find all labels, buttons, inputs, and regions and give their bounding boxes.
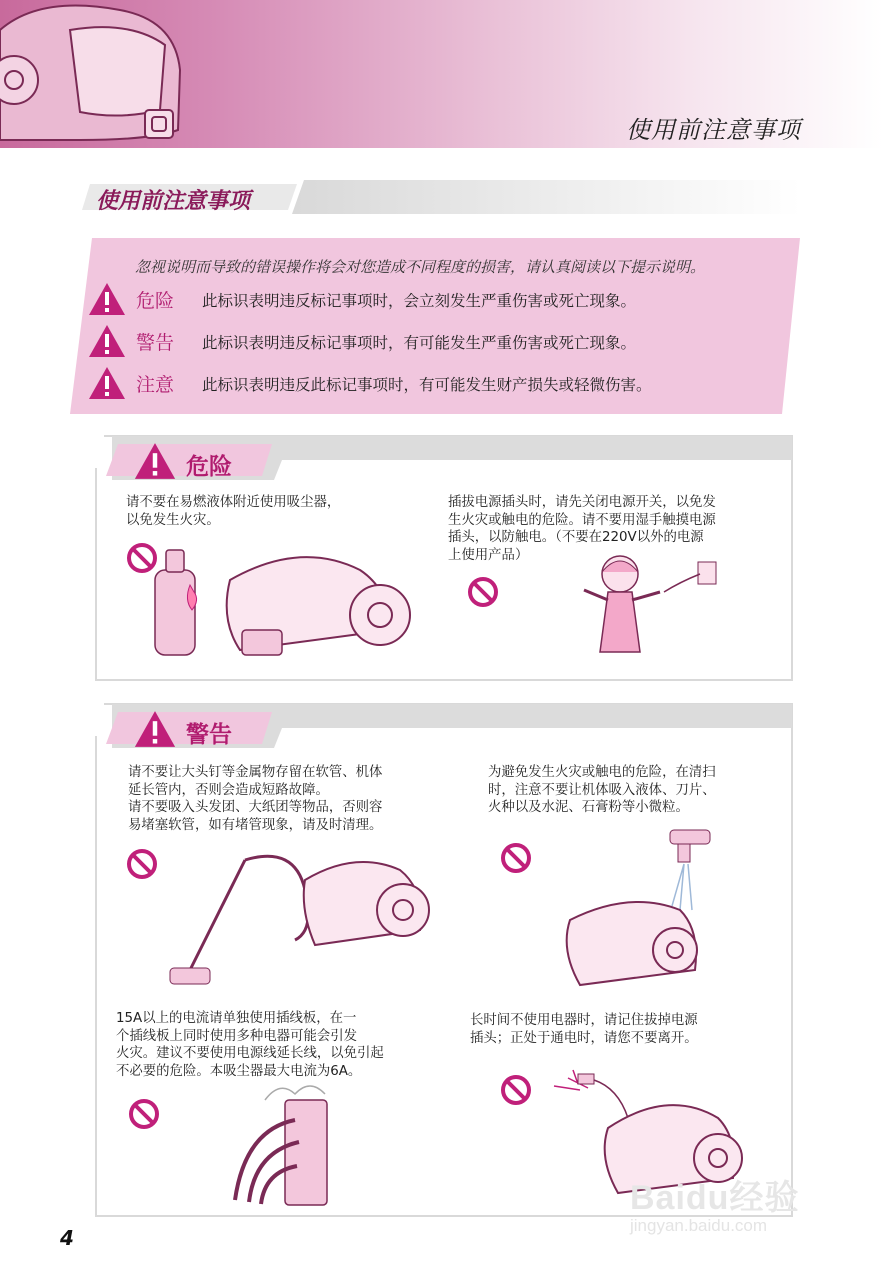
legend-desc: 此标识表明违反标记事项时，有可能发生严重伤害或死亡现象。: [202, 334, 637, 352]
warning-triangle-icon: [88, 282, 126, 316]
prohibited-icon: [467, 576, 499, 608]
text-line: 不必要的危险。本吸尘器最大电流为6A。: [116, 1063, 362, 1079]
text-line: 火灾。建议不要使用电源线延长线，以免引起: [116, 1046, 384, 1061]
text-line: 插头，以防触电。（不要在220V以外的电源: [448, 530, 704, 545]
vacuum-illustration-icon: [0, 0, 200, 148]
text-line: 易堵塞软管，如有堵管现象，请及时清理。: [128, 817, 383, 833]
danger-title: 危险: [186, 454, 232, 480]
warning-triangle-icon: [133, 442, 177, 480]
text-line: 请不要吸入头发团、大纸团等物品，否则容: [128, 800, 383, 815]
text-line: 15A以上的电流请单独使用插线板，在一: [116, 1011, 357, 1026]
warning-triangle-icon: [88, 324, 126, 358]
warning-triangle-icon: [133, 710, 177, 748]
danger-item-1-text: [126, 494, 340, 529]
text-line: 请不要让大头钉等金属物存留在软管、机体: [128, 765, 383, 780]
text-line: 生火灾或触电的危险。请不要用湿手触摸电源: [448, 512, 716, 528]
watermark-logo: Baidu经验: [630, 1179, 800, 1217]
warning-title: 警告: [186, 722, 232, 748]
text-line: 为避免发生火灾或触电的危险，在清扫: [488, 765, 716, 780]
warning-triangle-icon: [88, 366, 126, 400]
page-number: 4: [60, 1226, 74, 1250]
text-line: 插拔电源插头时，请先关闭电源开关，以免发: [448, 495, 716, 510]
legend-label: 注意: [136, 374, 175, 396]
text-line: 个插线板上同时使用多种电器可能会引发: [116, 1028, 358, 1044]
section-title: 使用前注意事项: [96, 189, 251, 214]
prohibited-icon: [500, 1074, 532, 1106]
prohibited-icon: [500, 842, 532, 874]
warning-item-1-text: [128, 764, 382, 834]
header-title: 使用前注意事项: [626, 116, 801, 144]
warning-item-3-text: [116, 1010, 384, 1080]
watermark-url: jingyan.baidu.com: [630, 1216, 768, 1235]
text-line: 插头；正处于通电时，请您不要离开。: [470, 1030, 698, 1046]
legend-row-caution: [88, 366, 808, 402]
legend-label: 危险: [136, 290, 175, 312]
text-line: 火种以及水泥、石膏粉等小微粒。: [488, 800, 689, 815]
text-line: 以免发生火灾。: [126, 512, 220, 528]
legend-desc: 此标识表明违反标记事项时，会立刻发生严重伤害或死亡现象。: [202, 292, 637, 310]
flammable-vacuum-illustration-icon: [150, 540, 440, 660]
warning-item-4-text: [470, 1012, 698, 1047]
legend-row-warning: [88, 324, 808, 360]
text-line: 延长管内，否则会造成短路故障。: [128, 782, 329, 798]
warning-item-2-text: [488, 764, 716, 817]
legend-label: 警告: [136, 332, 175, 354]
legend-row-danger: [88, 282, 808, 318]
prohibited-icon: [126, 848, 158, 880]
girl-plug-illustration-icon: [580, 552, 720, 680]
text-line: 上使用产品）: [448, 547, 529, 563]
faucet-vacuum-illustration-icon: [560, 820, 740, 992]
legend-desc: 此标识表明违反此标记事项时，有可能发生财产损失或轻微伤害。: [202, 376, 652, 394]
text-line: 时，注意不要让机体吸入液体、刀片、: [488, 782, 716, 798]
hose-vacuum-illustration-icon: [165, 850, 430, 995]
text-line: 请不要在易燃液体附近使用吸尘器，: [126, 495, 341, 510]
watermark: [620, 1170, 830, 1250]
text-line: 长时间不使用电器时，请记住拔掉电源: [470, 1013, 698, 1028]
prohibited-icon: [128, 1098, 160, 1130]
power-strip-illustration-icon: [225, 1080, 365, 1210]
intro-text: 忽视说明而导致的错误操作将会对您造成不同程度的损害，请认真阅读以下提示说明。: [135, 258, 706, 276]
